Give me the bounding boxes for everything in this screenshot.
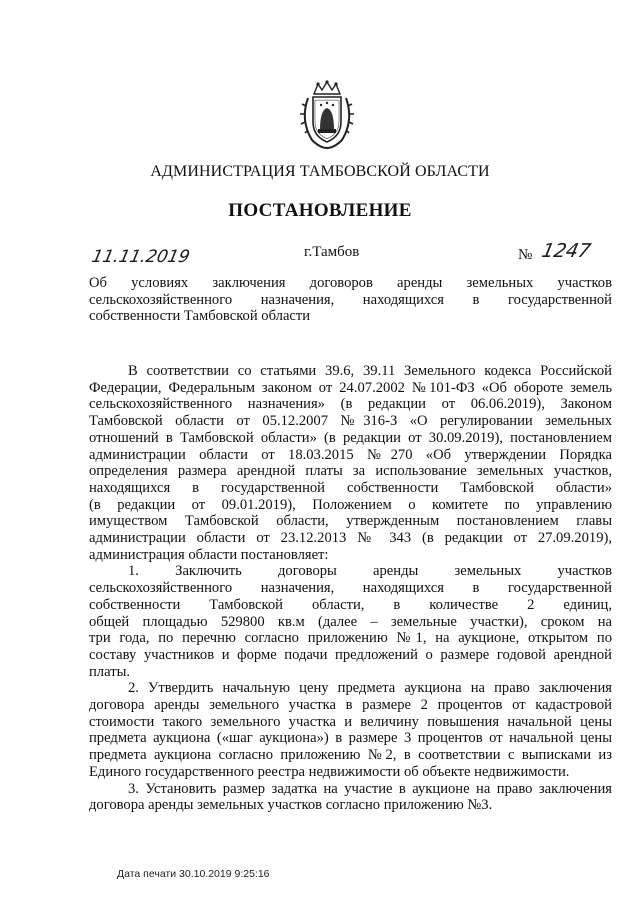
subject-line: сельскохозяйственного назначения, находящихся в государственной	[89, 291, 612, 308]
handwritten-date: 11.11.2019	[89, 247, 192, 267]
body-line: администрация области постановляет:	[89, 546, 329, 563]
print-date-footer: Дата печати 30.10.2019 9:25:16	[117, 868, 270, 880]
body-line: имуществом Тамбовской области, утвержденным постановлением главы	[89, 513, 612, 530]
subject-line: собственности Тамбовской области	[89, 308, 311, 325]
body-line: сельскохозяйственного назначения, находящихся в государственной	[89, 580, 612, 597]
body-line: составу участников и форме подачи предложений о размере годовой арендной	[89, 646, 612, 663]
body-line: 2. Утвердить начальную цену предмета аукциона на право заключения	[128, 680, 612, 697]
document-subject	[89, 275, 612, 325]
handwritten-document-number: 1247	[539, 240, 593, 262]
body-line: находящихся в государственной собственности Тамбовской области»	[89, 479, 612, 496]
body-line: 3. Установить размер задатка на участие в аукционе на право заключения	[128, 780, 612, 797]
body-line: стоимости такого земельного участка и величину повышения начальной цены	[89, 713, 612, 730]
tambov-coat-of-arms-icon	[298, 80, 356, 150]
body-line: определения размера арендной платы за использование земельных участков,	[89, 463, 612, 480]
body-line: сельскохозяйственного назначения» (в редакции от 06.06.2019), Законом	[89, 396, 612, 413]
number-sign: №	[518, 247, 533, 263]
document-type-title: ПОСТАНОВЛЕНИЕ	[228, 200, 412, 221]
body-line: В соответствии со статьями 39.6, 39.11 Земельного кодекса Российской	[128, 363, 612, 379]
body-line: отношений в Тамбовской области» (в редакции от 30.09.2019), постановлением	[89, 429, 612, 446]
body-line: 1. Заключить договоры аренды земельных участков	[128, 563, 612, 580]
body-line: Единого государственного реестра недвижимости об объекте недвижимости.	[89, 763, 570, 780]
body-line: договора аренды земельных участков согласно приложению №3.	[89, 797, 493, 814]
organization-name: АДМИНИСТРАЦИЯ ТАМБОВСКОЙ ОБЛАСТИ	[150, 163, 490, 180]
body-line: Тамбовской области от 05.12.2007 №316-З «О регулировании земельных	[89, 413, 612, 430]
body-line: предмета аукциона согласно приложению №2, в соответствии с выписками из	[89, 747, 612, 764]
body-line: общей площадью 529800 кв.м (далее – земельные участки), сроком на	[89, 613, 612, 630]
body-line: договора аренды земельного участка в размере 2 процентов от кадастровой	[89, 697, 612, 714]
city-name: г.Тамбов	[304, 244, 360, 260]
body-line: собственности Тамбовской области, в количестве 2 единиц,	[89, 596, 612, 613]
body-line: Федерации, Федеральным законом от 24.07.2002 №101-ФЗ «Об обороте земель	[89, 379, 612, 396]
body-line: (в редакции от 09.01.2019), Положением о комитете по управлению	[89, 496, 612, 513]
body-line: три года, по перечню согласно приложению №1, на аукционе, открытом по	[89, 630, 612, 647]
body-line: платы.	[89, 663, 131, 680]
body-line: администрации области от 23.12.2013 № 343 (в редакции от 27.09.2019),	[89, 530, 612, 547]
subject-line: Об условиях заключения договоров аренды земельных участков	[89, 275, 612, 291]
body-line: предмета аукциона («шаг аукциона») в размере 3 процентов от начальной цены	[89, 730, 612, 747]
body-line: администрации области от 18.03.2015 №270 «Об утверждении Порядка	[89, 446, 612, 463]
document-body	[89, 363, 612, 814]
